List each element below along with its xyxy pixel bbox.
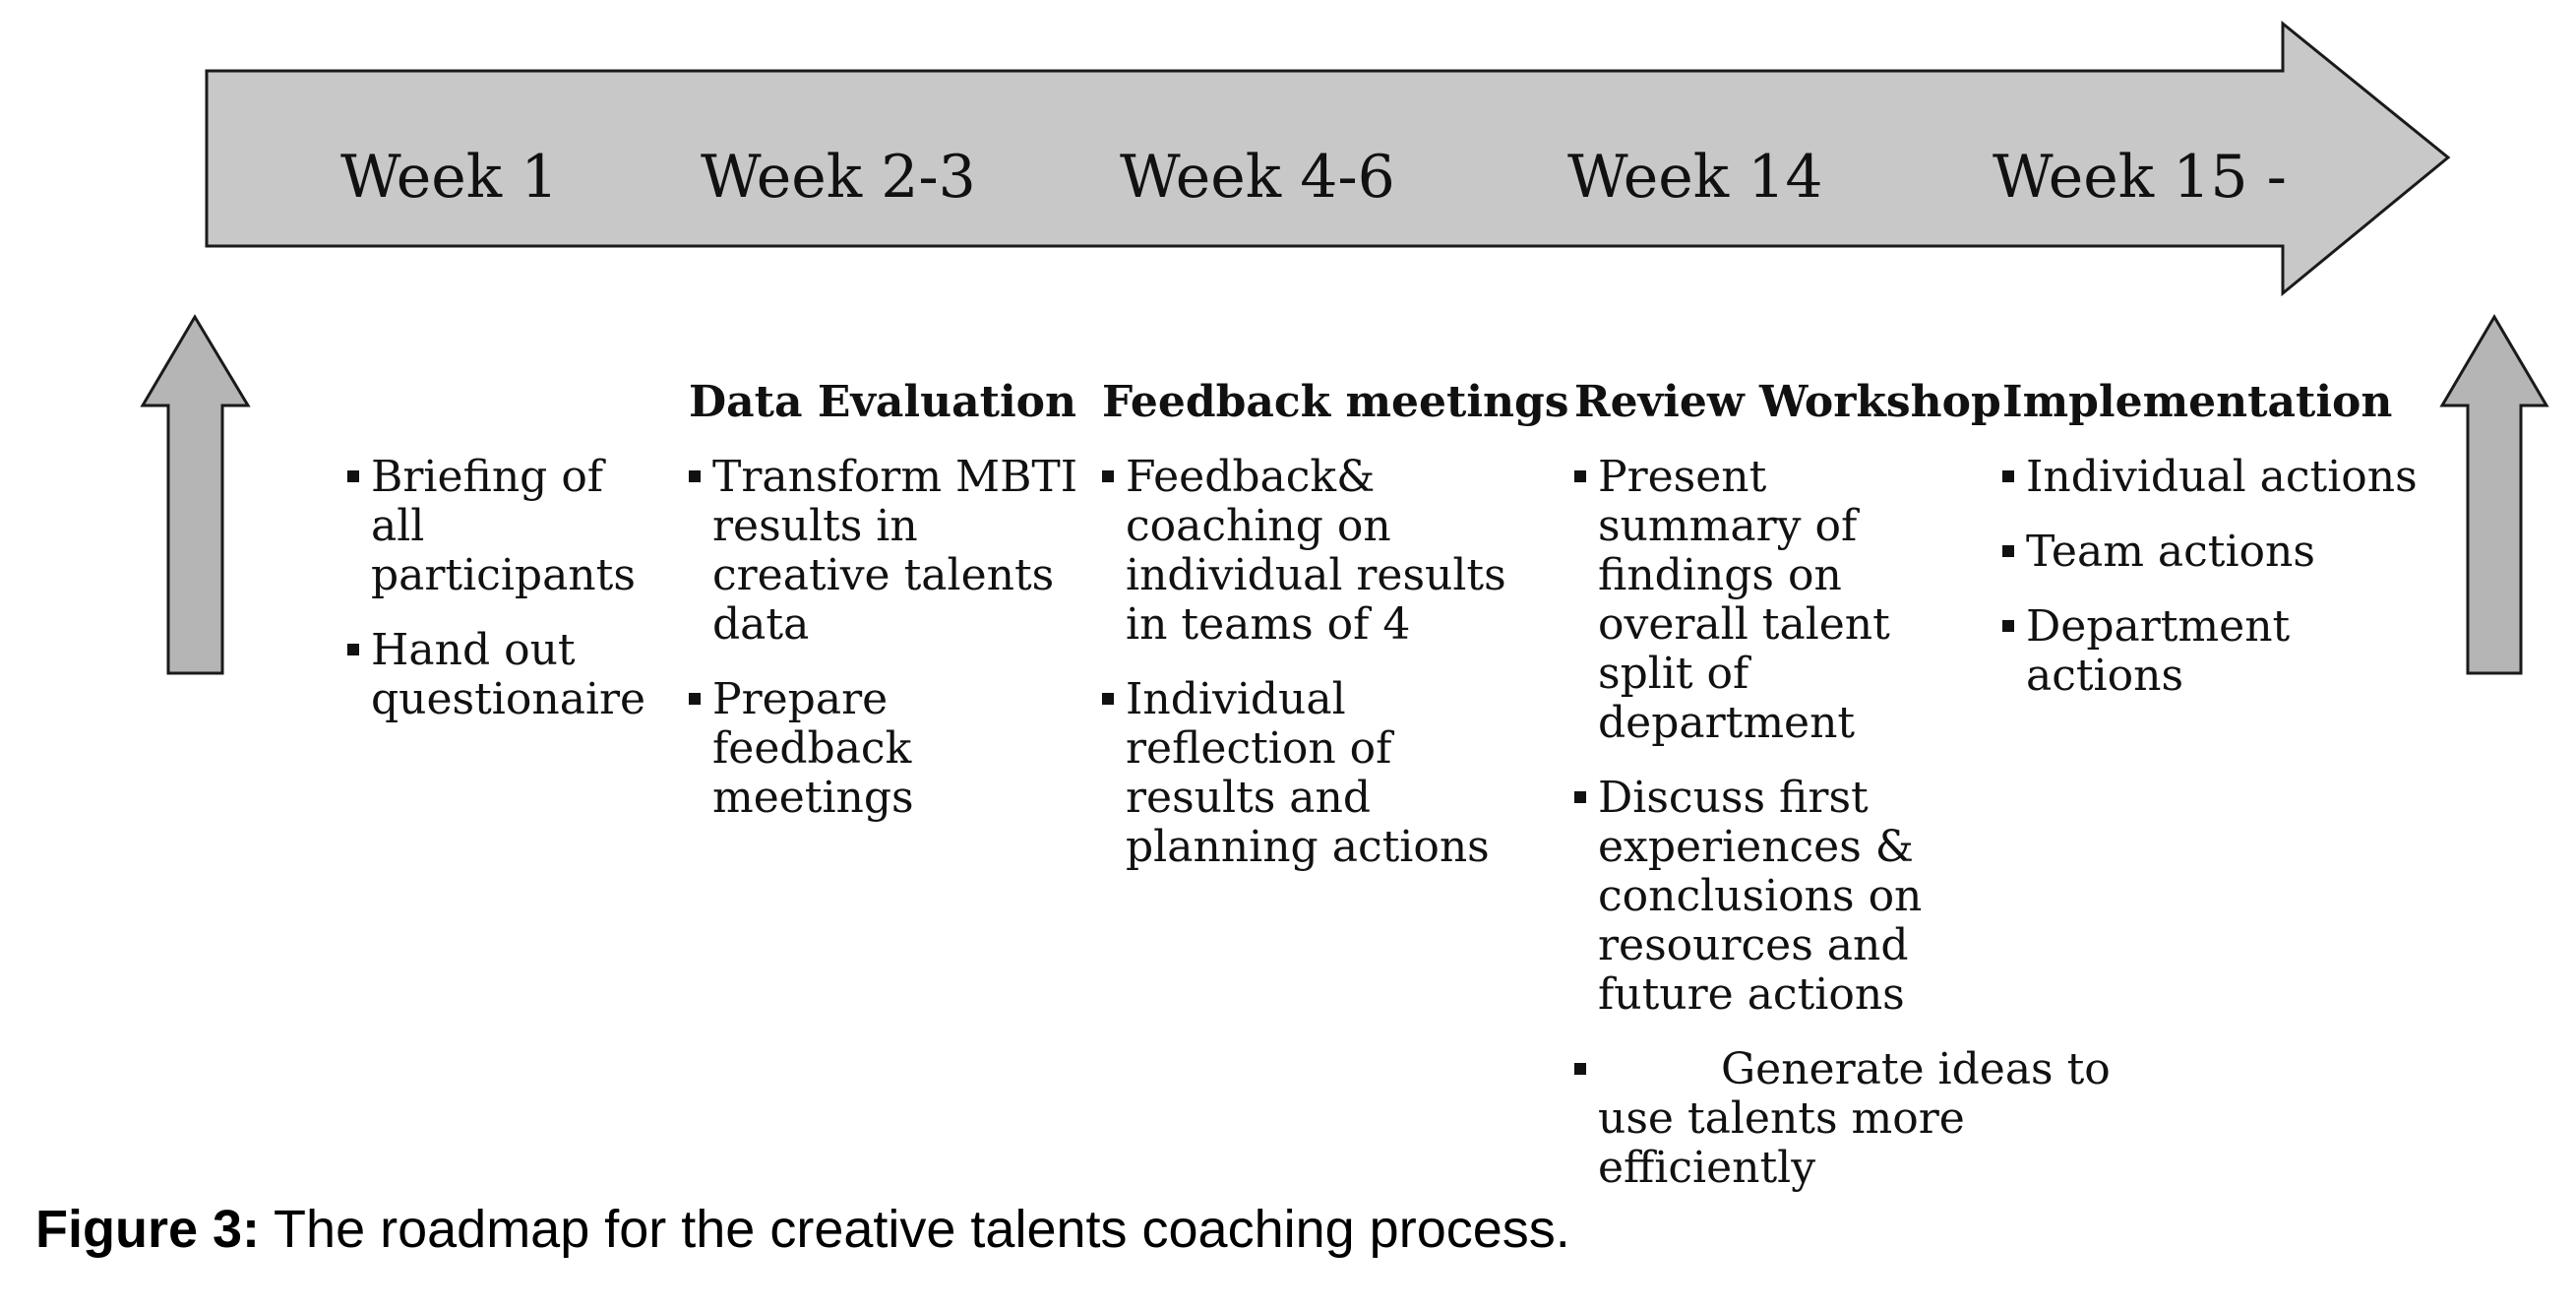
phase-column-5 [2002, 372, 2455, 726]
figure-caption [35, 1199, 1570, 1260]
week-label-4: Week 14 [1567, 143, 1823, 212]
phase-title [347, 372, 662, 433]
phase-item-list [347, 453, 662, 724]
phase-item-list [689, 453, 1082, 823]
phase-item: Feedback& coaching on individual results in teams of 4 [1102, 453, 1555, 650]
phase-column-4 [1574, 372, 2111, 1218]
phase-item: Individual reflection of results and planning actions [1102, 675, 1555, 872]
phase-item-list [1102, 453, 1555, 872]
phase-item: Discuss first experiences & conclusions on resources and future actions [1574, 774, 1968, 1020]
week-label-3: Week 4-6 [1120, 143, 1395, 212]
phase-title: Implementation [2002, 377, 2393, 427]
phase-item: Generate ideas to use talents more efficiently [1574, 1045, 2149, 1193]
phase-item: Briefing of all participants [347, 453, 662, 600]
phase-title: Feedback meetings [1102, 377, 1569, 427]
end-up-arrow-icon [2442, 317, 2546, 673]
caption-label: Figure 3: [35, 1200, 261, 1259]
caption-text: The roadmap for the creative talents coaching process. [260, 1200, 1570, 1259]
week-label-2: Week 2-3 [701, 143, 976, 212]
phase-item-list [1574, 452, 2111, 1193]
phase-column-1 [347, 372, 662, 750]
phase-title: Review Workshop [1574, 377, 2001, 427]
phase-item: Individual actions [2002, 453, 2455, 502]
phase-column-2 [689, 372, 1082, 848]
week-label-1: Week 1 [340, 143, 559, 212]
phase-item: Present summary of findings on overall talent split of department [1574, 453, 1968, 748]
phase-item: Hand out questionaire [347, 626, 662, 724]
phase-item: Team actions [2002, 528, 2455, 577]
start-up-arrow-icon [143, 317, 248, 673]
phase-item-list [2002, 453, 2455, 701]
phase-item: Prepare feedback meetings [689, 675, 1082, 823]
phase-item: Department actions [2002, 602, 2455, 701]
phase-item: Transform MBTI results in creative talents data [689, 453, 1082, 650]
week-label-5: Week 15 - [1993, 143, 2287, 212]
phase-title: Data Evaluation [689, 377, 1077, 427]
phase-column-3 [1102, 372, 1569, 898]
